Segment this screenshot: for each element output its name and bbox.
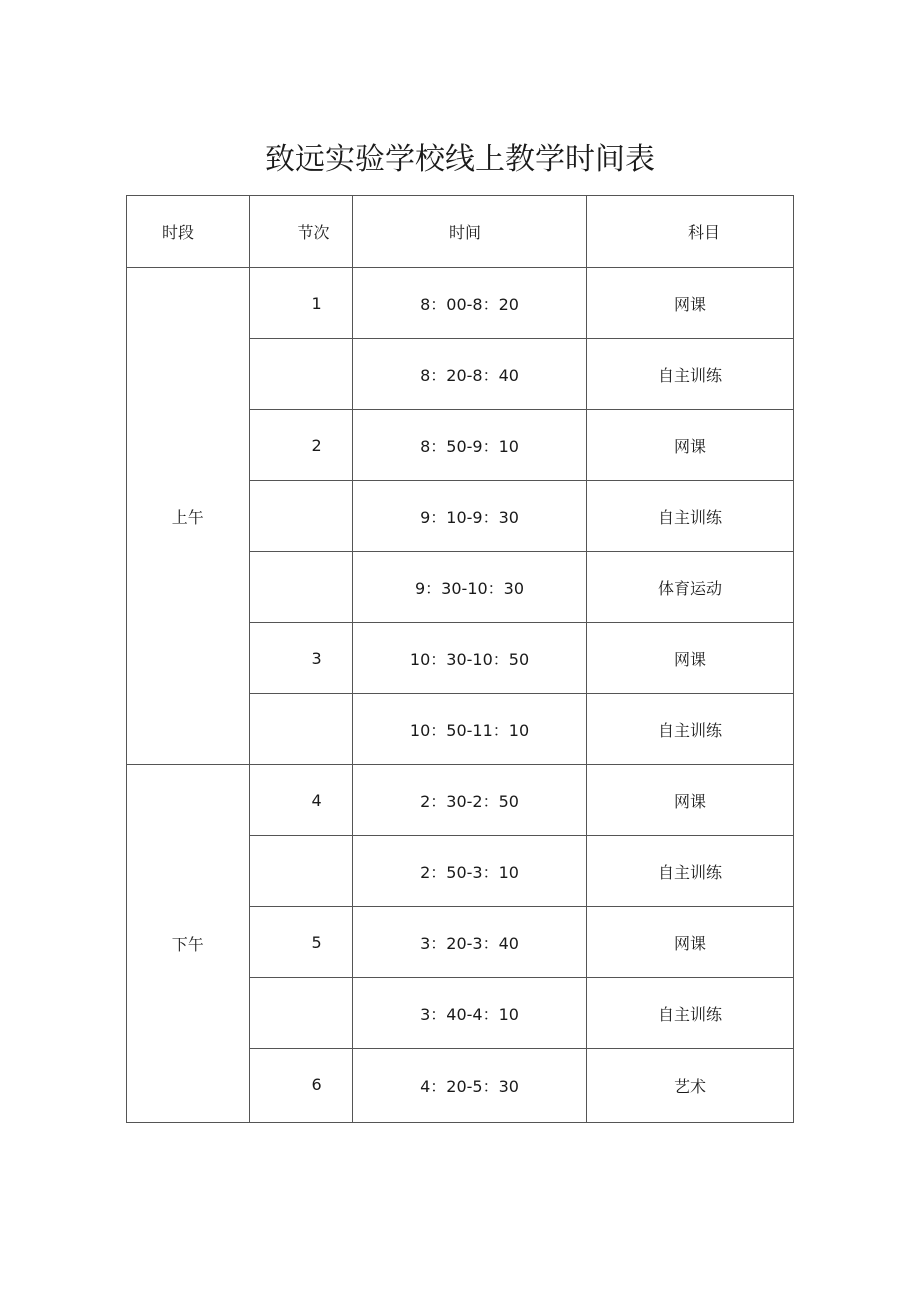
header-subject: 科目 bbox=[587, 196, 794, 268]
time-slot: 2：30-2：50 bbox=[353, 765, 587, 836]
period-afternoon: 下午 bbox=[127, 765, 250, 1123]
lesson-number: 6 bbox=[249, 1049, 352, 1123]
header-time: 时间 bbox=[353, 196, 587, 268]
lesson-number bbox=[249, 836, 352, 907]
header-lesson: 节次 bbox=[249, 196, 352, 268]
subject: 自主训练 bbox=[587, 836, 794, 907]
time-slot: 2：50-3：10 bbox=[353, 836, 587, 907]
subject: 网课 bbox=[587, 765, 794, 836]
subject: 自主训练 bbox=[587, 694, 794, 765]
subject: 体育运动 bbox=[587, 552, 794, 623]
table-header-row bbox=[127, 196, 794, 268]
subject: 网课 bbox=[587, 268, 794, 339]
time-slot: 4：20-5：30 bbox=[353, 1049, 587, 1123]
time-slot: 9：30-10：30 bbox=[353, 552, 587, 623]
subject: 网课 bbox=[587, 410, 794, 481]
subject: 自主训练 bbox=[587, 978, 794, 1049]
time-slot: 8：50-9：10 bbox=[353, 410, 587, 481]
header-period: 时段 bbox=[127, 196, 250, 268]
subject: 自主训练 bbox=[587, 481, 794, 552]
lesson-number bbox=[249, 552, 352, 623]
lesson-number: 1 bbox=[249, 268, 352, 339]
table-row bbox=[127, 765, 794, 836]
subject: 网课 bbox=[587, 907, 794, 978]
lesson-number bbox=[249, 339, 352, 410]
lesson-number: 2 bbox=[249, 410, 352, 481]
lesson-number: 4 bbox=[249, 765, 352, 836]
schedule-table bbox=[126, 195, 794, 1123]
lesson-number: 3 bbox=[249, 623, 352, 694]
lesson-number bbox=[249, 481, 352, 552]
table-row bbox=[127, 268, 794, 339]
lesson-number: 5 bbox=[249, 907, 352, 978]
page-title: 致远实验学校线上教学时间表 bbox=[265, 142, 655, 177]
time-slot: 3：20-3：40 bbox=[353, 907, 587, 978]
lesson-number bbox=[249, 694, 352, 765]
subject: 网课 bbox=[587, 623, 794, 694]
time-slot: 10：50-11：10 bbox=[353, 694, 587, 765]
time-slot: 8：20-8：40 bbox=[353, 339, 587, 410]
subject: 自主训练 bbox=[587, 339, 794, 410]
time-slot: 9：10-9：30 bbox=[353, 481, 587, 552]
time-slot: 8：00-8：20 bbox=[353, 268, 587, 339]
time-slot: 10：30-10：50 bbox=[353, 623, 587, 694]
period-morning: 上午 bbox=[127, 268, 250, 765]
lesson-number bbox=[249, 978, 352, 1049]
time-slot: 3：40-4：10 bbox=[353, 978, 587, 1049]
subject: 艺术 bbox=[587, 1049, 794, 1123]
